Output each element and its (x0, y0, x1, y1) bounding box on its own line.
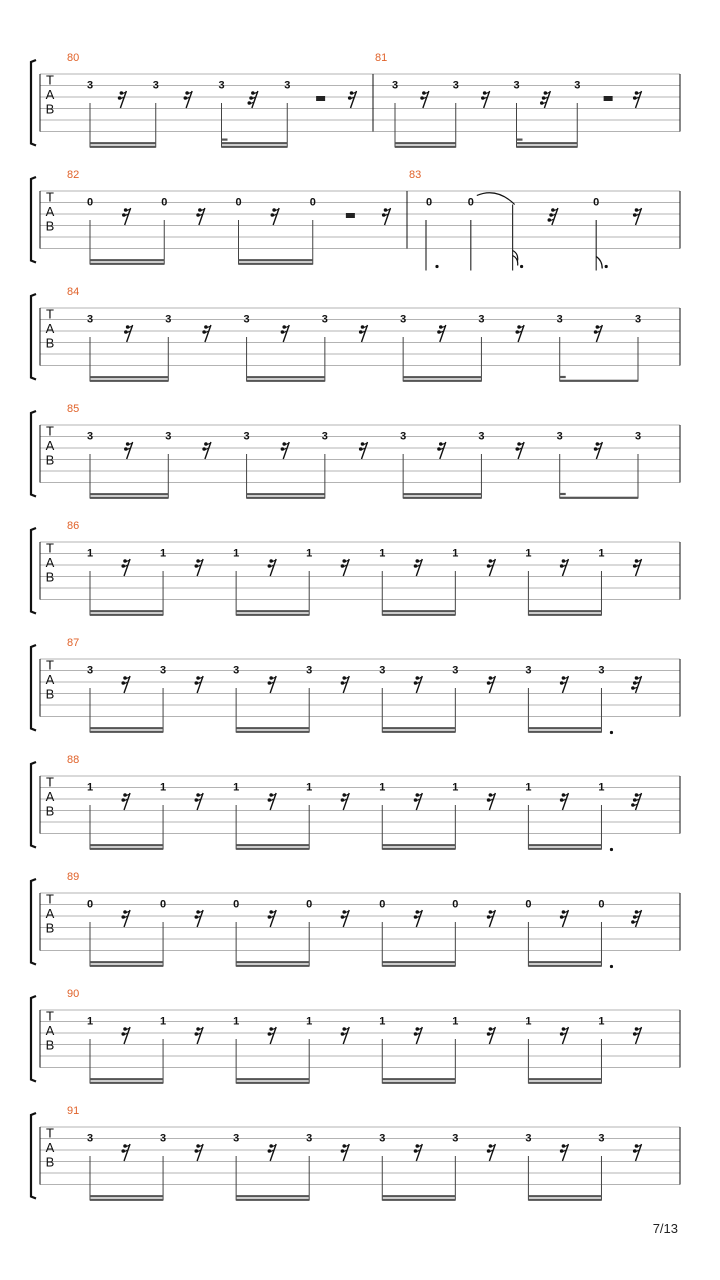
beam (528, 727, 601, 729)
fret-number: 3 (86, 79, 94, 92)
fret-number: 3 (379, 664, 386, 677)
beam (528, 731, 601, 733)
tab-clef-letter: A (45, 906, 55, 921)
tab-system (31, 754, 680, 851)
tab-clef-letter: A (45, 204, 55, 219)
fret-number: 3 (86, 664, 94, 677)
beam (90, 844, 163, 846)
tab-clef-letter: B (45, 335, 55, 351)
beam (403, 497, 481, 499)
beam (90, 493, 168, 495)
note-flag (513, 251, 518, 266)
fret-number: 0 (235, 196, 242, 209)
system-bracket (31, 177, 36, 263)
measure-number: 85 (67, 403, 80, 415)
tab-system (31, 52, 680, 148)
fret-number: 0 (306, 898, 313, 911)
tab-clef-letter: A (45, 87, 55, 102)
beam (90, 610, 163, 612)
tab-system (31, 871, 680, 968)
system-bracket (31, 294, 36, 380)
fret-number: 3 (478, 313, 485, 326)
beam (236, 1078, 309, 1080)
beam (247, 497, 325, 499)
fret-number: 1 (233, 781, 240, 794)
beam (90, 965, 163, 967)
measure-number: 91 (67, 1105, 80, 1117)
tab-clef-letter: A (45, 438, 55, 453)
beam (403, 380, 481, 382)
beam (236, 1195, 309, 1197)
fret-number: 3 (400, 313, 407, 326)
fret-number: 3 (243, 430, 250, 443)
beam (236, 965, 309, 967)
fret-number: 0 (425, 196, 433, 209)
beam (528, 614, 601, 616)
tab-system (31, 520, 680, 616)
fret-number: 1 (160, 781, 167, 794)
beam (382, 1082, 455, 1084)
beam (528, 610, 601, 612)
fret-number: 3 (160, 1132, 167, 1145)
beam (90, 376, 168, 378)
tab-clef-letter: A (45, 555, 55, 570)
system-bracket (31, 1113, 36, 1199)
tab-clef-letter: B (45, 101, 55, 117)
fret-number: 3 (525, 664, 532, 677)
fret-number: 1 (598, 1015, 605, 1028)
tab-clef-letter: T (46, 657, 54, 673)
system-bracket (31, 879, 36, 965)
beam (382, 965, 455, 967)
fret-number: 0 (86, 196, 94, 209)
fret-number: 3 (556, 430, 563, 443)
fret-number: 0 (593, 196, 600, 209)
fret-number: 3 (452, 79, 459, 92)
fret-number: 1 (306, 1015, 313, 1028)
fret-number: 3 (513, 79, 520, 92)
tab-clef-letter: A (45, 1140, 55, 1155)
tab-system (31, 169, 680, 271)
fret-number: 3 (556, 313, 563, 326)
beam (236, 961, 309, 963)
beam (90, 961, 163, 963)
measure-number: 81 (375, 52, 388, 64)
beam (528, 1195, 601, 1197)
fret-number: 1 (525, 781, 532, 794)
measure-number: 84 (67, 286, 80, 298)
tab-clef-letter: A (45, 789, 55, 804)
beam (528, 961, 601, 963)
fret-number: 1 (598, 547, 605, 560)
beam (403, 493, 481, 495)
beam-partial (560, 493, 566, 495)
beam (90, 848, 163, 850)
beam (382, 1195, 455, 1197)
beam-partial (517, 139, 523, 141)
beam (528, 1078, 601, 1080)
fret-number: 1 (306, 547, 313, 560)
tab-clef-letter: T (46, 540, 54, 556)
fret-number: 0 (525, 898, 532, 911)
fret-number: 0 (233, 898, 240, 911)
fret-number: 3 (391, 79, 399, 92)
measure-number: 82 (67, 169, 80, 181)
tab-clef-letter: B (45, 569, 55, 585)
fret-number: 3 (165, 313, 172, 326)
fret-number: 3 (525, 1132, 532, 1145)
beam (90, 1082, 163, 1084)
tab-system (31, 403, 680, 499)
tab-clef-letter: B (45, 686, 55, 702)
dot (610, 731, 613, 734)
fret-number: 1 (598, 781, 605, 794)
beam (90, 259, 164, 261)
fret-number: 0 (309, 196, 316, 209)
tab-clef-letter: T (46, 891, 54, 907)
tab-clef-letter: B (45, 1154, 55, 1170)
beam (236, 848, 309, 850)
beam (382, 961, 455, 963)
fret-number: 3 (160, 664, 167, 677)
tab-system (31, 637, 680, 734)
fret-number: 0 (452, 898, 459, 911)
beam (560, 380, 638, 382)
beam (90, 380, 168, 382)
fret-number: 1 (379, 1015, 386, 1028)
fret-number: 3 (86, 1132, 94, 1145)
beam (222, 146, 288, 148)
measure-number: 88 (67, 754, 80, 766)
fret-number: 3 (218, 79, 225, 92)
tab-system (31, 286, 680, 382)
fret-number: 3 (86, 430, 94, 443)
system-bracket (31, 996, 36, 1082)
fret-number: 3 (400, 430, 407, 443)
fret-number: 1 (86, 547, 94, 560)
beam (236, 727, 309, 729)
fret-number: 3 (452, 664, 459, 677)
beam (382, 1199, 455, 1201)
beam (90, 1078, 163, 1080)
page-number: 7/13 (652, 1221, 678, 1236)
beam (236, 610, 309, 612)
beam (382, 614, 455, 616)
measure-number: 87 (67, 637, 80, 649)
beam-partial (222, 139, 228, 141)
tab-system (31, 988, 680, 1084)
beam (395, 142, 456, 144)
fret-number: 0 (467, 196, 474, 209)
fret-number: 1 (379, 547, 386, 560)
beam (382, 848, 455, 850)
tab-clef-letter: T (46, 774, 54, 790)
beam (382, 1078, 455, 1080)
fret-number: 3 (379, 1132, 386, 1145)
beam (382, 727, 455, 729)
fret-number: 3 (243, 313, 250, 326)
beam (382, 731, 455, 733)
system-bracket (31, 528, 36, 614)
fret-number: 1 (160, 1015, 167, 1028)
tab-clef-letter: A (45, 321, 55, 336)
system-bracket (31, 411, 36, 497)
system-bracket (31, 762, 36, 848)
measure-number: 80 (67, 52, 80, 64)
beam (90, 1195, 163, 1197)
system-bracket (31, 645, 36, 731)
beam (90, 142, 156, 144)
beam (239, 263, 313, 265)
fret-number: 3 (634, 313, 642, 326)
dot (610, 965, 613, 968)
fret-number: 1 (86, 781, 94, 794)
beam (247, 376, 325, 378)
tab-clef-letter: T (46, 1008, 54, 1024)
half-rest (316, 96, 325, 101)
fret-number: 1 (452, 547, 459, 560)
fret-number: 3 (233, 1132, 240, 1145)
tab-clef-letter: A (45, 672, 55, 687)
beam (560, 497, 638, 499)
beam (382, 610, 455, 612)
fret-number: 1 (525, 1015, 532, 1028)
fret-number: 0 (161, 196, 168, 209)
fret-number: 1 (233, 547, 240, 560)
fret-number: 1 (86, 1015, 94, 1028)
fret-number: 0 (86, 898, 94, 911)
tab-clef-letter: B (45, 920, 55, 936)
tab-clef-letter: B (45, 1037, 55, 1053)
beam (236, 1082, 309, 1084)
tab-clef-letter: T (46, 423, 54, 439)
note-flag (596, 257, 602, 269)
measure-number: 86 (67, 520, 80, 532)
fret-number: 1 (160, 547, 167, 560)
beam (528, 844, 601, 846)
fret-number: 0 (160, 898, 167, 911)
beam (528, 848, 601, 850)
tab-clef-letter: A (45, 1023, 55, 1038)
fret-number: 1 (525, 547, 532, 560)
half-rest (346, 213, 355, 218)
tab-clef-letter: T (46, 72, 54, 88)
dot (520, 265, 523, 268)
fret-number: 1 (379, 781, 386, 794)
fret-number: 3 (284, 79, 291, 92)
system-bracket (31, 60, 36, 146)
fret-number: 3 (598, 664, 605, 677)
beam (90, 727, 163, 729)
beam (90, 263, 164, 265)
half-rest (604, 96, 613, 101)
beam (236, 614, 309, 616)
tab-clef-letter: T (46, 189, 54, 205)
fret-number: 3 (574, 79, 581, 92)
beam (90, 1199, 163, 1201)
tab-clef-letter: T (46, 1125, 54, 1141)
beam (528, 1082, 601, 1084)
measure-number: 83 (409, 169, 422, 181)
beam (247, 493, 325, 495)
fret-number: 3 (598, 1132, 605, 1145)
fret-number: 3 (321, 313, 328, 326)
beam (236, 1199, 309, 1201)
fret-number: 0 (598, 898, 605, 911)
measure-number: 90 (67, 988, 80, 1000)
beam (90, 497, 168, 499)
beam (528, 1199, 601, 1201)
fret-number: 3 (152, 79, 159, 92)
dot (610, 848, 613, 851)
beam-partial (560, 376, 566, 378)
tab-clef-letter: T (46, 306, 54, 322)
measure-number: 89 (67, 871, 80, 883)
tab-clef-letter: B (45, 218, 55, 234)
fret-number: 0 (379, 898, 386, 911)
dot (605, 265, 608, 268)
fret-number: 3 (634, 430, 642, 443)
fret-number: 3 (165, 430, 172, 443)
fret-number: 1 (452, 781, 459, 794)
beam (222, 142, 288, 144)
fret-number: 1 (306, 781, 313, 794)
fret-number: 3 (452, 1132, 459, 1145)
fret-number: 3 (321, 430, 328, 443)
beam (90, 731, 163, 733)
tab-clef-letter: B (45, 452, 55, 468)
beam (517, 142, 578, 144)
fret-number: 3 (478, 430, 485, 443)
fret-number: 3 (306, 664, 313, 677)
beam (239, 259, 313, 261)
fret-number: 1 (233, 1015, 240, 1028)
beam (517, 146, 578, 148)
fret-number: 1 (452, 1015, 459, 1028)
fret-number: 3 (86, 313, 94, 326)
tab-system (31, 1105, 680, 1201)
beam (236, 844, 309, 846)
dot (435, 265, 438, 268)
beam (247, 380, 325, 382)
beam (382, 844, 455, 846)
beam (395, 146, 456, 148)
beam (528, 965, 601, 967)
beam (236, 731, 309, 733)
fret-number: 3 (306, 1132, 313, 1145)
beam (403, 376, 481, 378)
beam (90, 146, 156, 148)
tab-clef-letter: B (45, 803, 55, 819)
beam (90, 614, 163, 616)
fret-number: 3 (233, 664, 240, 677)
